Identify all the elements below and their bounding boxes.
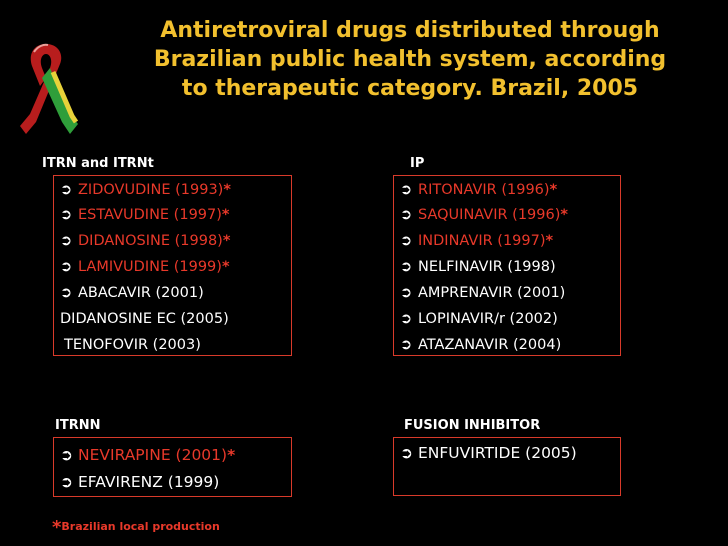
list-item: ➲ EFAVIRENZ (1999) xyxy=(60,473,220,491)
arrow-icon: ➲ xyxy=(400,182,413,198)
list-item: ➲ ENFUVIRTIDE (2005) xyxy=(400,444,577,462)
arrow-icon: ➲ xyxy=(400,285,413,301)
list-item: ➲ INDINAVIR (1997)* xyxy=(400,233,554,249)
arrow-icon: ➲ xyxy=(400,233,413,249)
arrow-icon: ➲ xyxy=(400,337,413,353)
list-item: ➲ ESTAVUDINE (1997)* xyxy=(60,207,230,223)
list-item: ➲ SAQUINAVIR (1996)* xyxy=(400,207,568,223)
ip-heading: IP xyxy=(410,156,425,171)
list-item: DIDANOSINE EC (2005) xyxy=(60,311,229,327)
list-item: ➲ RITONAVIR (1996)* xyxy=(400,182,558,198)
list-item: ➲ ABACAVIR (2001) xyxy=(60,285,204,301)
awareness-ribbon-icon xyxy=(6,38,86,138)
list-item: ➲ ATAZANAVIR (2004) xyxy=(400,337,562,353)
list-item: ➲ AMPRENAVIR (2001) xyxy=(400,285,566,301)
list-item: ➲ LOPINAVIR/r (2002) xyxy=(400,311,558,327)
title-line-2: Brazilian public health system, according xyxy=(153,47,667,72)
title-line-1: Antiretroviral drugs distributed through xyxy=(160,18,660,43)
footnote: *Brazilian local production xyxy=(52,517,220,538)
arrow-icon: ➲ xyxy=(60,285,73,301)
list-item: ➲ NELFINAVIR (1998) xyxy=(400,259,556,275)
itrnn-heading: ITRNN xyxy=(55,418,101,433)
list-item: TENOFOVIR (2003) xyxy=(64,337,201,353)
list-item: ➲ LAMIVUDINE (1999)* xyxy=(60,259,230,275)
itrn-heading: ITRN and ITRNt xyxy=(42,156,154,171)
list-item: ➲ DIDANOSINE (1998)* xyxy=(60,233,231,249)
list-item: ➲ ZIDOVUDINE (1993)* xyxy=(60,182,231,198)
arrow-icon: ➲ xyxy=(60,259,73,275)
arrow-icon: ➲ xyxy=(400,259,413,275)
arrow-icon: ➲ xyxy=(60,182,73,198)
arrow-icon: ➲ xyxy=(400,207,413,223)
arrow-icon: ➲ xyxy=(400,444,413,462)
list-item: ➲ NEVIRAPINE (2001)* xyxy=(60,446,236,464)
arrow-icon: ➲ xyxy=(60,233,73,249)
title-line-3: to therapeutic category. Brazil, 2005 xyxy=(181,76,639,101)
fusion-heading: FUSION INHIBITOR xyxy=(404,418,541,433)
slide-title xyxy=(100,16,720,103)
arrow-icon: ➲ xyxy=(60,446,73,464)
arrow-icon: ➲ xyxy=(400,311,413,327)
arrow-icon: ➲ xyxy=(60,473,73,491)
arrow-icon: ➲ xyxy=(60,207,73,223)
